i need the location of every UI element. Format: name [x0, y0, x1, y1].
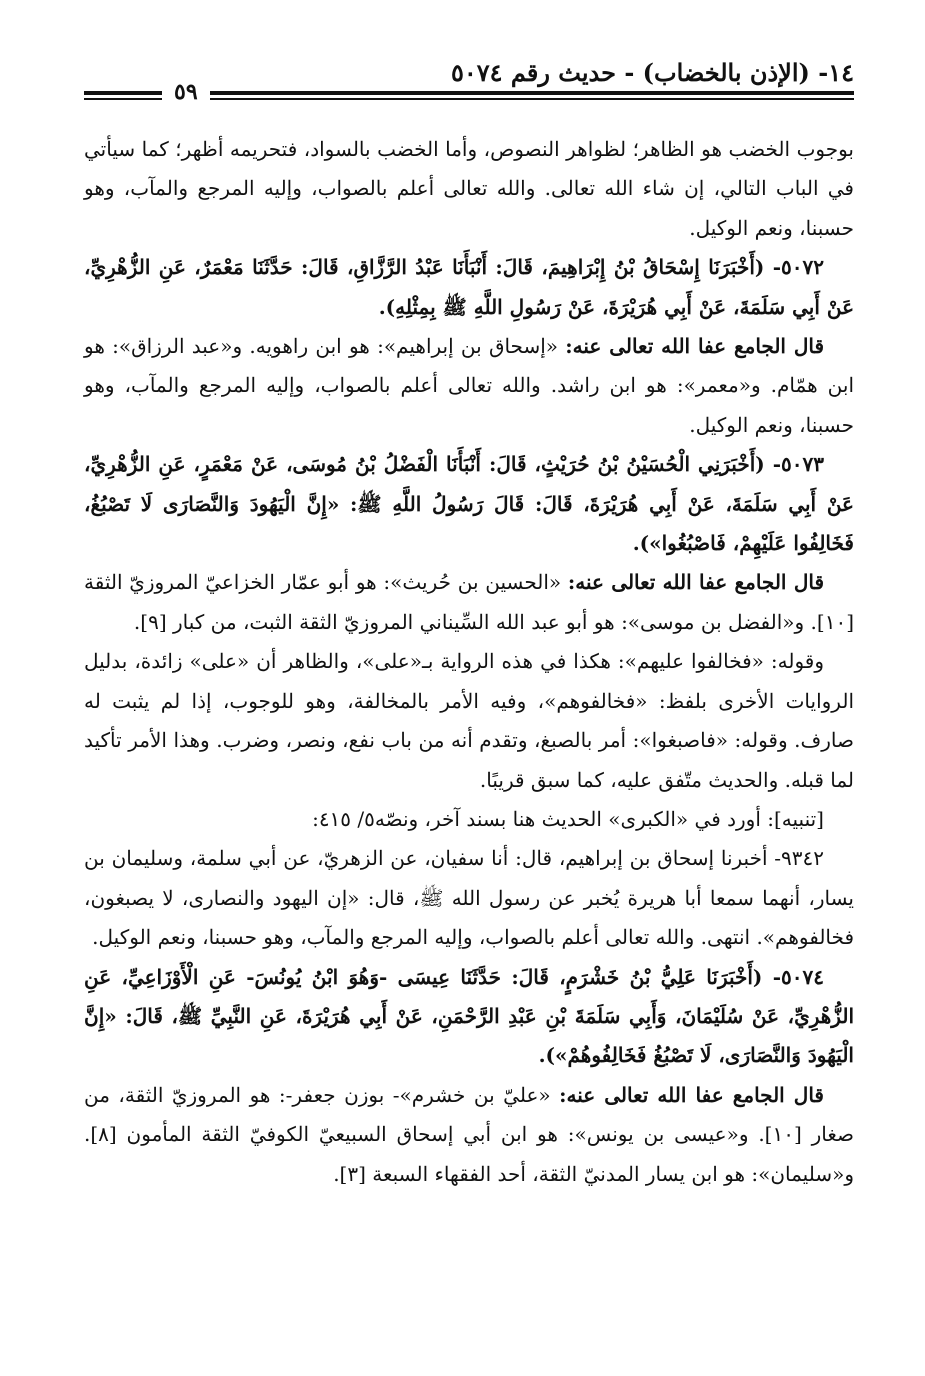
commentator-label: قال الجامع عفا الله تعالى عنه: [567, 570, 825, 595]
paragraph-qawluhu: وقوله: «فخالفوا عليهم»: هكذا في هذه الرواية بـ«على»، والظاهر أن «على» زائدة، بدليل الروايات الأخرى بلفظ: «فخالفوهم»، وفيه الأمر بالمخالفة، وهو للوجوب، إذا لم يثبت له صارف. وقوله: «فاصبغوا»: أمر بالصبغ، وتقدم أنه من باب نفع، ونصر، وضرب. وهذا الأمر تأكيد لما قبله. والحديث متّفق عليه، كما سبق قريبًا. [84, 649, 854, 792]
page-header [84, 50, 854, 110]
commentary-5074 [84, 1076, 854, 1194]
hadith-5074: ٥٠٧٤- (أَخْبَرَنَا عَلِيُّ بْنُ خَشْرَمٍ، قَالَ: حَدَّثَنَا عِيسَى -وَهُوَ ابْنُ يُونُسَ- عَنِ الْأَوْزَاعِيِّ، عَنِ الزُّهْرِيِّ، عَنْ سُلَيْمَانَ، وَأَبِي سَلَمَةَ بْنِ عَبْدِ الرَّحْمَنِ، عَنْ أَبِي هُرَيْرَةَ، عَنِ النَّبِيِّ ﷺ، قَالَ: «إِنَّ الْيَهُودَ وَالنَّصَارَى، لَا تَصْبُغُ فَخَالِفُوهُمْ»). [84, 964, 854, 1068]
chapter-title: ١٤- (الإذن بالخضاب) - حديث رقم ٥٠٧٤ [450, 58, 854, 87]
paragraph: بوجوب الخضب هو الظاهر؛ لظواهر النصوص، وأما الخضب بالسواد، فتحريمه أظهر؛ كما سيأتي في الباب التالي، إن شاء الله تعالى. والله تعالى أعلم بالصواب، وإليه المرجع والمآب، وهو حسبنا، ونعم الوكيل. [84, 137, 854, 240]
commentary-5072 [84, 327, 854, 445]
tanbih-note: [تنبيه]: أورد في «الكبرى» الحديث هنا بسند آخر، ونصّه٥/ ٤١٥: [312, 806, 824, 831]
paragraph-9342: ٩٣٤٢- أخبرنا إسحاق بن إبراهيم، قال: أنا سفيان، عن الزهريّ، عن أبي سلمة، وسليمان بن يسار، أنهما سمعا أبا هريرة يُخبر عن رسول الله ﷺ، قال: «إن اليهود والنصارى، لا يصبغون، فخالفوهم». انتهى. والله تعالى أعلم بالصواب، وإليه المرجع والمآب، وهو حسبنا، ونعم الوكيل. [84, 846, 854, 950]
commentary-text: «الحسين بن حُريث»: هو أبو عمّار الخزاعيّ المروزيّ الثقة [١٠]. و«الفضل بن موسى»: هو أبو عبد الله السِّيناني المروزيّ الثقة الثبت، من كبار [٩]. [84, 570, 854, 634]
hadith-5072: ٥٠٧٢- (أَخْبَرَنَا إِسْحَاقُ بْنُ إِبْرَاهِيمَ، قَالَ: أَنْبَأَنَا عَبْدُ الرَّزَّاقِ، قَالَ: حَدَّثَنَا مَعْمَرٌ، عَنِ الزُّهْرِيِّ، عَنْ أَبِي سَلَمَةَ، عَنْ أَبِي هُرَيْرَةَ، عَنْ رَسُولِ اللَّهِ ﷺ بِمِثْلِهِ). [84, 255, 854, 319]
commentary-5073 [84, 563, 854, 642]
commentary-text: «إسحاق بن إبراهيم»: هو ابن راهويه. و«عبد الرزاق»: هو ابن همّام. و«معمر»: هو ابن راشد. والله تعالى أعلم بالصواب، وإليه المرجع والمآب، وهو حسبنا، ونعم الوكيل. [84, 334, 855, 437]
commentator-label: قال الجامع عفا الله تعالى عنه: [565, 334, 825, 359]
page-number: ٥٩ [162, 79, 210, 105]
commentary-text: «عليّ بن خشرم»- بوزن جعفر-: هو المروزيّ الثقة، من صغار [١٠]. و«عيسى بن يونس»: هو ابن أبي إسحاق السبيعيّ الكوفيّ الثقة المأمون [٨]. و«سليمان»: هو ابن يسار المدنيّ الثقة، أحد الفقهاء السبعة [٣]. [84, 1082, 854, 1186]
page-body [84, 130, 854, 1194]
commentator-label: قال الجامع عفا الله تعالى عنه: [559, 1082, 824, 1107]
hadith-5073: ٥٠٧٣- (أَخْبَرَنِي الْحُسَيْنُ بْنُ حُرَيْثٍ، قَالَ: أَنْبَأَنَا الْفَضْلُ بْنُ مُوسَى، عَنْ مَعْمَرٍ، عَنِ الزُّهْرِيِّ، عَنْ أَبِي سَلَمَةَ، عَنْ أَبِي هُرَيْرَةَ، قَالَ: قَالَ رَسُولُ اللَّهِ ﷺ: «إِنَّ الْيَهُودَ وَالنَّصَارَى لَا تَصْبُغُ، فَخَالِفُوا عَلَيْهِمْ، فَاصْبُغُوا»). [84, 452, 854, 556]
